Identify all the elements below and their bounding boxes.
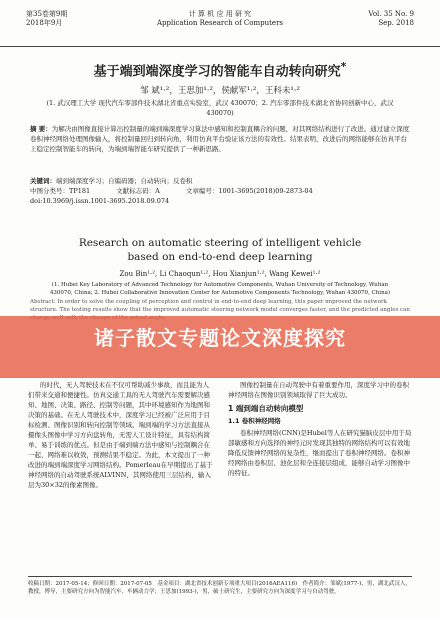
doi: doi:10.3969/j.issn.1001-3695.2018.09.074 [30,197,170,205]
paper-title-en [40,236,400,264]
section-heading: 1 端到端自动转向模型 [228,404,304,413]
right-body-text: 卷积神经网络(CNN)是Hubel等人在研究猫脑皮层中用于局部敏感和方向选择的神经元时发现其独特的网络结构可以有效地降低反馈神经网络的复杂性，继而提出了卷积神经网络。卷积神经网络由卷积层、池化层和全连接层组成，能够自动学习图像中的特征。 [228,429,412,477]
abstract-text: 为解决由图像直接计算出控制量的端到端深度学习算法中感知和控制直耦合的问题，对其网络结构进行了改进。通过建立深度卷积神经网络处理图像输入，将控制量回归到转向角，利用仿真平台验证该方法的有效性。结果表明，改进后的网络能够在仿真平台上稳定控制智能车的转向，为端到端智能车研究提供了一种新思路。 [30,125,410,153]
affiliation-cn: (1. 武汉理工大学 现代汽车零部件技术湖北省重点实验室，武汉 430070；2. 汽车零部件技术湖北省协同创新中心，武汉 430070) [46,99,394,117]
volume-en: Vol. 35 No. 9 [368,10,414,18]
keywords-cn [30,176,410,185]
page-footnote: 收稿日期：2017-05-14；修回日期：2017-07-05 基金项目：湖北省技术创新专项重大项目(2016AEA116) 作者简介：邹斌(1977-)，男，湖北武汉人，教授，博导，主要研究方向为智能汽车、车辆动力学；王思加(1993-)，男，硕士研究生，主要研究方向为深度学习与自动驾驶。 [28,576,412,596]
keywords-label: 关键词： [30,177,56,185]
clc-number: 中图分类号：TP181 [30,187,91,195]
authors-en: Zou Bin¹·², Li Chaoqun¹·², Hou Xianjun¹·², Wang Kewei¹·² [119,270,321,278]
right-intro: 图像控制量在自动驾驶中有着重要作用，深度学习中的卷积神经网络在图像识别领域取得了巨大成功。 [228,381,409,399]
overlay-banner-text: 诸子散文专题论文深度探究 [94,326,346,350]
classification-info [30,186,410,206]
issue-info-en [368,10,414,28]
keywords-text: 端到端深度学习；自编码器；自动转向；反卷积 [56,177,193,185]
journal-name-cn: 计 算 机 应 用 研 究 [188,10,252,18]
abstract-cn [30,124,410,154]
paper-title-cn [0,60,440,79]
title-en-line1: Research on automatic steering of intelligent vehicle [78,237,362,249]
title-mark: * [340,60,347,73]
article-number: 文章编号：1001-3695(2018)09-2873-04 [185,187,313,195]
date-cn: 2018年9月 [26,19,63,27]
body-right-column [228,380,413,568]
subsection-heading: 1.1 卷积神经网络 [228,417,281,425]
affiliation-en: (1. Hubei Key Laboratory of Advanced Technology for Automotive Components, Wuhan University of Technology, Wuhan 430070, China; 2. Hubei Collaborative Innovation Center for Automotive Components Technology, Wuhan 430070, China) [49,282,391,296]
title-cn-text: 基于端到端深度学习的智能车自动转向研究 [93,64,341,80]
abstract-en: Abstract: In order to solve the coupling of perception and control in end-to-end deep learning, this paper improved the network structure. The testing results show that the improved automatic steering network model converges faster, and the predicted angles can [30,299,410,313]
date-en: Sep. 2018 [378,19,414,27]
abstract-label: 摘 要： [30,125,52,133]
journal-header [0,0,440,47]
title-en-line2: based on end-to-end deep learning [127,251,313,263]
journal-name-en: Application Research of Computers [156,19,284,27]
volume-cn: 第35卷第9期 [26,10,68,18]
authors-cn: 邹 斌¹·²，王思加¹·²，侯献军¹·²，王科未¹·² [140,86,300,96]
doc-code: 文献标志码：A [116,187,160,195]
body-left-column: 的时代，无人驾驶技术在不仅可帮助减少事故，而且能为人们带来交通和便捷性。仿真交通工具的无人驾驶汽车需要解决感知、地图、决策、路径、控制等问题，其中环境感知作为地图和决策的基础。在无人驾驶技术中，深度学习已经被广泛应用于目标检测、图像识别和转向控制等领域。端到端的学习方法直接从摄像头图像中学习方向盘转角，无需人工设计特征，具有结构简单、易于训练的优点。但是由于端到端方法中感知与控制耦合在一起，网络难以收敛，预测结果不稳定。为此，本文提出了一种改进的端到端深度学习网络结构。Pomerleau在早期提出了基于神经网络的自动驾驶系统ALVINN，其网络使用三层结构，输入层为30×32的像素图像。 [28,381,213,489]
